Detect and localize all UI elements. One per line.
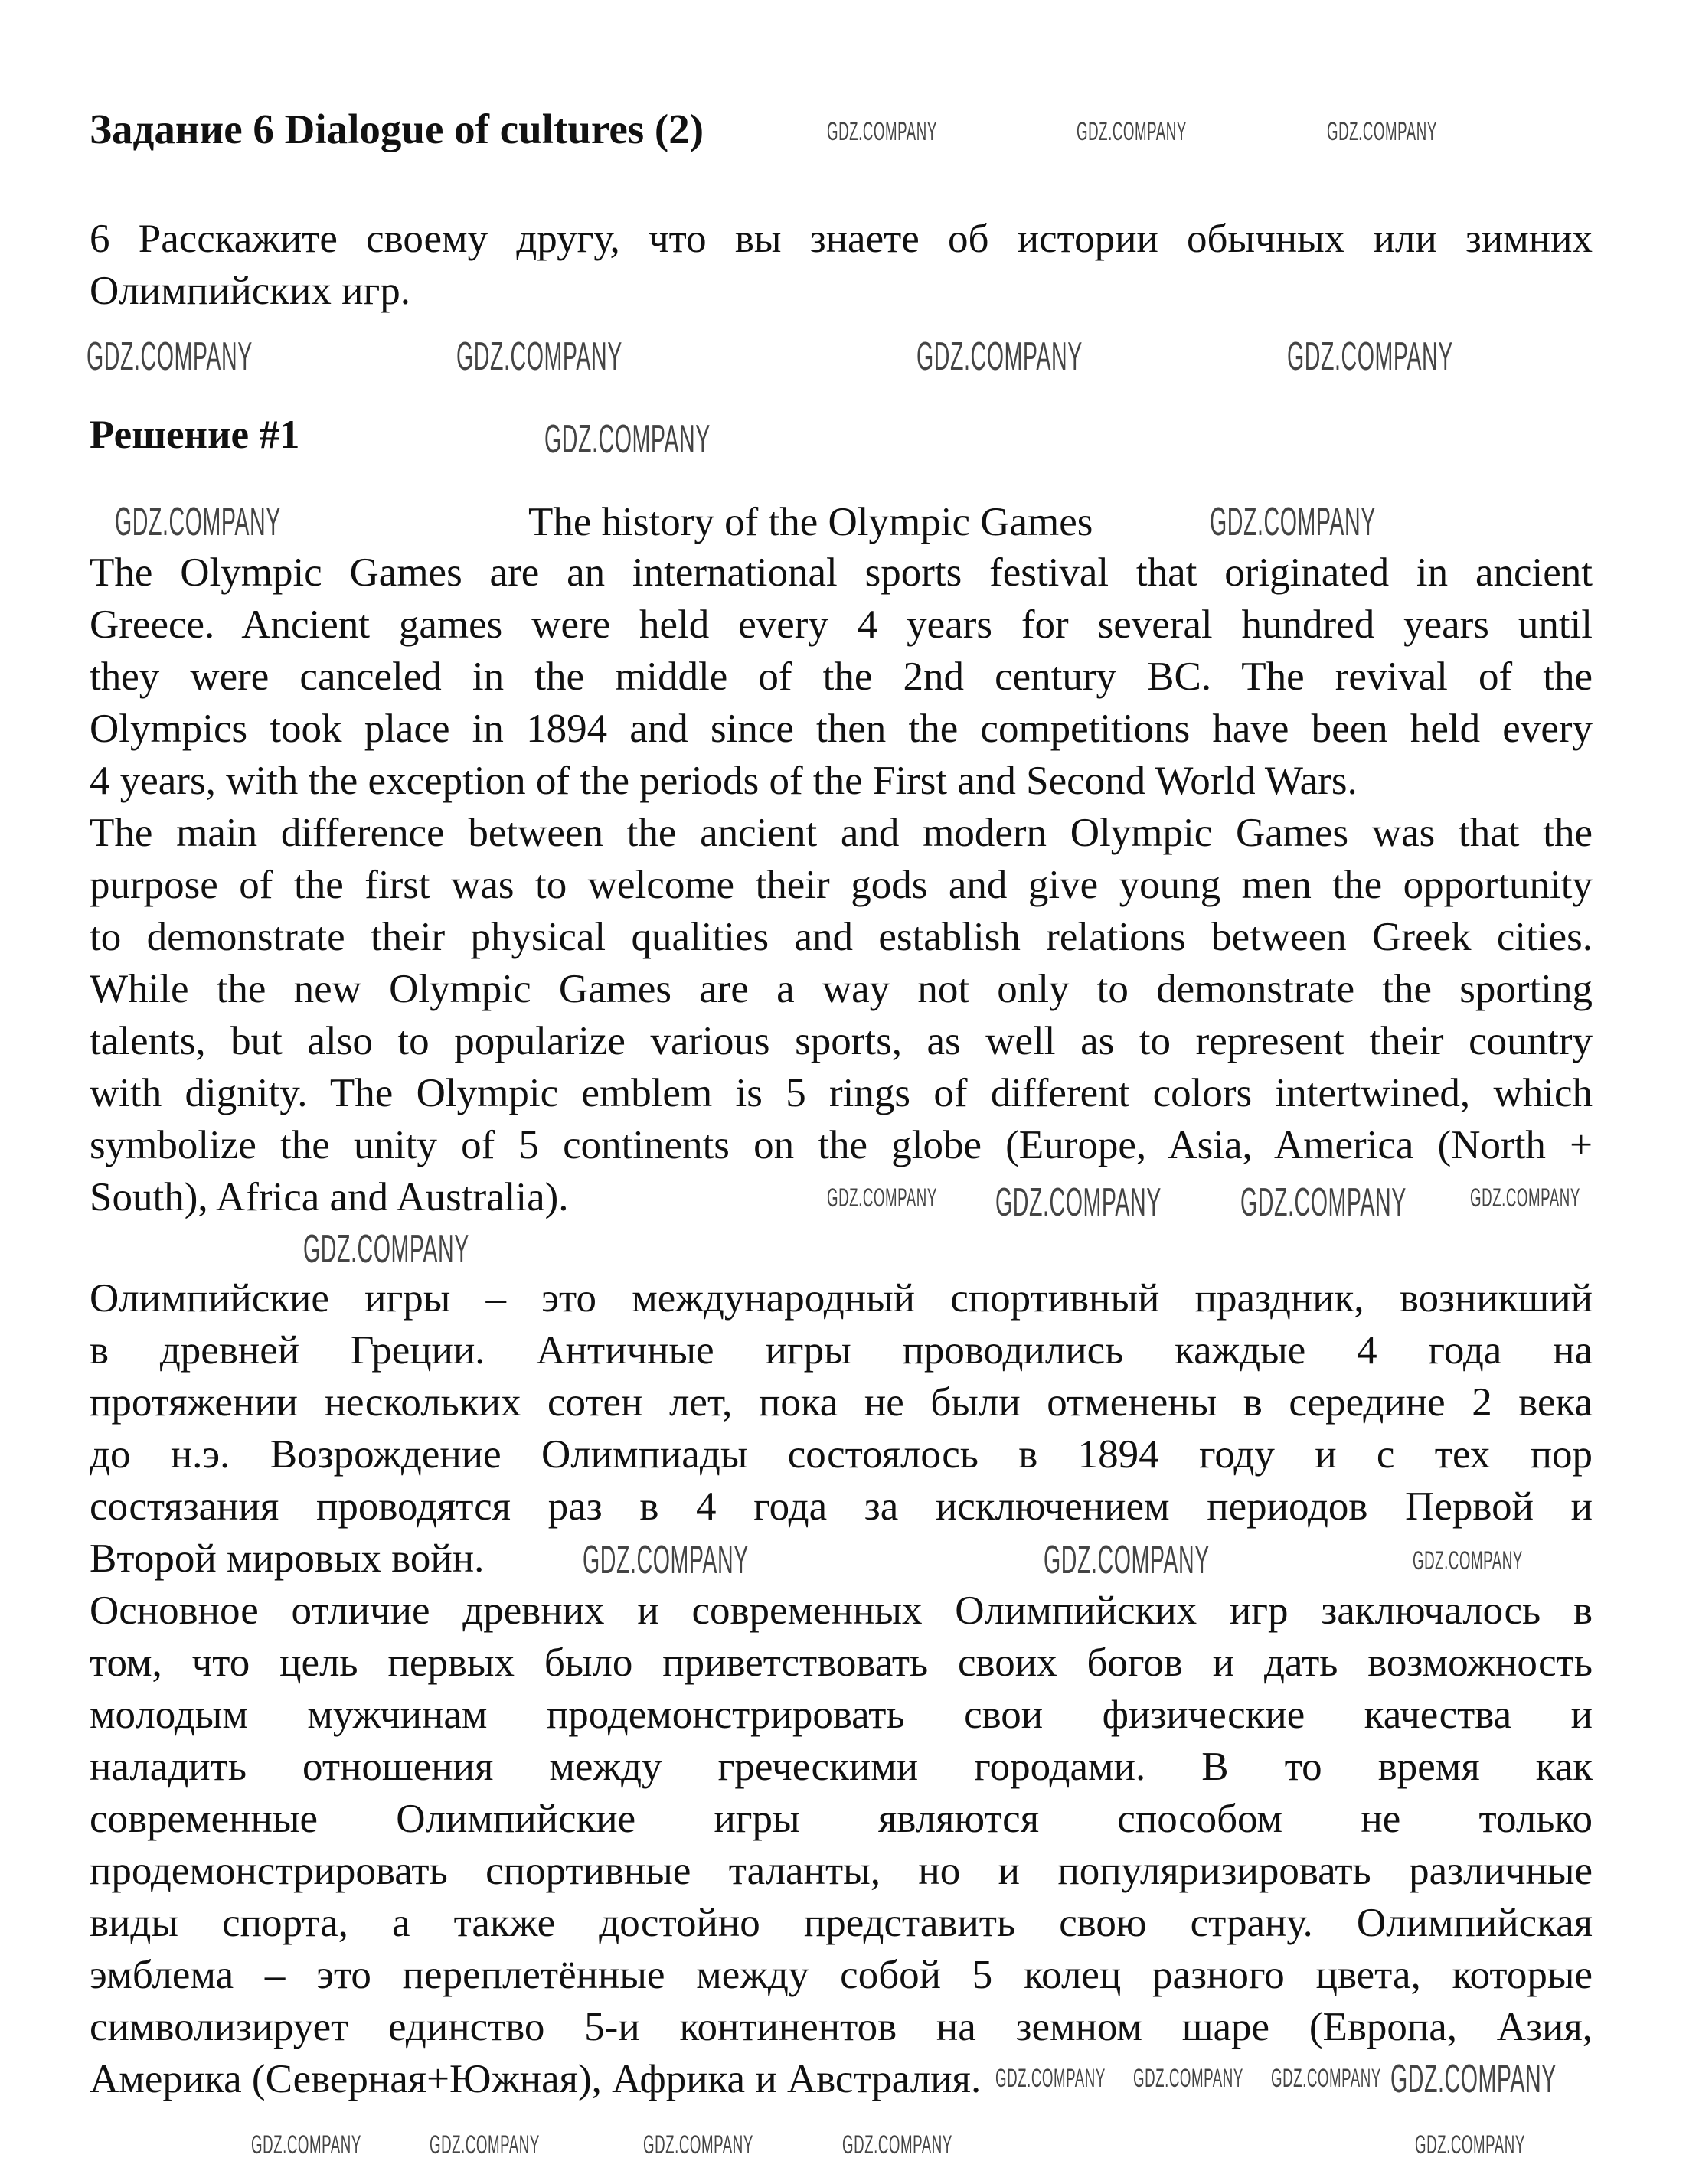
- watermark: GDZ.COMPANY: [1413, 1546, 1523, 1575]
- watermark: GDZ.COMPANY: [1390, 2057, 1557, 2101]
- text-line: Второй мировых войн.: [90, 1536, 485, 1581]
- text-line: South), Africa and Australia).: [90, 1175, 569, 1219]
- watermark: GDZ.COMPANY: [1044, 1538, 1210, 1582]
- watermark: GDZ.COMPANY: [827, 117, 937, 146]
- watermark: GDZ.COMPANY: [1240, 1180, 1407, 1225]
- watermark: GDZ.COMPANY: [115, 500, 281, 544]
- text-line: Olympics took place in 1894 and since then the competitions have been held every: [90, 707, 1593, 751]
- text-line: to demonstrate their physical qualities and establish relations between Greek cities.: [90, 915, 1593, 959]
- watermark: GDZ.COMPANY: [544, 417, 711, 462]
- watermark: GDZ.COMPANY: [303, 1227, 469, 1272]
- watermark: GDZ.COMPANY: [643, 2130, 753, 2160]
- text-line: эмблема – это переплетённые между собой 5 колец разного цвета, которые: [90, 1953, 1593, 1997]
- text-line: Америка (Северная+Южная), Африка и Австралия.: [90, 2057, 982, 2101]
- watermark: GDZ.COMPANY: [916, 335, 1083, 379]
- text-line: While the new Olympic Games are a way not only to demonstrate the sporting: [90, 967, 1593, 1011]
- watermark: GDZ.COMPANY: [1287, 335, 1453, 379]
- watermark: GDZ.COMPANY: [995, 1180, 1162, 1225]
- text-line: symbolize the unity of 5 continents on the globe (Europe, Asia, America (North +: [90, 1123, 1593, 1167]
- watermark: GDZ.COMPANY: [1470, 1183, 1580, 1213]
- watermark: GDZ.COMPANY: [995, 2064, 1106, 2093]
- text-line: виды спорта, а также достойно представить свою страну. Олимпийская: [90, 1901, 1593, 1945]
- text-line: до н.э. Возрождение Олимпиады состоялось в 1894 году и с тех пор: [90, 1432, 1593, 1477]
- text-line: 6 Расскажите своему другу, что вы знаете об истории обычных или зимних: [90, 217, 1593, 261]
- text-line: состязания проводятся раз в 4 года за исключением периодов Первой и: [90, 1484, 1593, 1529]
- watermark: GDZ.COMPANY: [1327, 117, 1437, 146]
- text-line: 4 years, with the exception of the periods of the First and Second World Wars.: [90, 759, 1358, 803]
- watermark: GDZ.COMPANY: [456, 335, 622, 379]
- text-line: символизирует единство 5-и континентов на земном шаре (Европа, Азия,: [90, 2005, 1593, 2049]
- watermark: GDZ.COMPANY: [1133, 2064, 1243, 2093]
- solution-label: Решение #1: [90, 413, 300, 457]
- text-line: том, что цель первых было приветствовать своих богов и дать возможность: [90, 1640, 1593, 1685]
- text-line: they were canceled in the middle of the 2nd century BC. The revival of the: [90, 655, 1593, 699]
- essay-heading: The history of the Olympic Games: [528, 500, 1093, 544]
- text-line: молодым мужчинам продемонстрировать свои физические качества и: [90, 1693, 1593, 1737]
- text-line: Олимпийские игры – это международный спортивный праздник, возникший: [90, 1276, 1593, 1321]
- text-line: наладить отношения между греческими городами. В то время как: [90, 1745, 1593, 1789]
- russian-text: [90, 1272, 1593, 2105]
- text-line: with dignity. The Olympic emblem is 5 rings of different colors intertwined, which: [90, 1071, 1593, 1115]
- text-line: продемонстрировать спортивные таланты, но и популяризировать различные: [90, 1849, 1593, 1893]
- watermark: GDZ.COMPANY: [1210, 500, 1376, 544]
- watermark: GDZ.COMPANY: [251, 2130, 361, 2160]
- english-text: [90, 547, 1593, 1223]
- text-line: Олимпийских игр.: [90, 269, 410, 313]
- page-title: Задание 6 Dialogue of cultures (2): [90, 106, 704, 152]
- text-line: Основное отличие древних и современных Олимпийских игр заключалось в: [90, 1588, 1593, 1633]
- watermark: GDZ.COMPANY: [1077, 117, 1187, 146]
- watermark: GDZ.COMPANY: [583, 1538, 749, 1582]
- text-line: talents, but also to popularize various sports, as well as to represent their country: [90, 1019, 1593, 1063]
- text-line: The Olympic Games are an international sports festival that originated in ancient: [90, 550, 1593, 595]
- text-line: в древней Греции. Античные игры проводились каждые 4 года на: [90, 1328, 1593, 1373]
- watermark: GDZ.COMPANY: [842, 2130, 952, 2160]
- watermark: GDZ.COMPANY: [87, 335, 253, 379]
- watermark: GDZ.COMPANY: [430, 2130, 540, 2160]
- text-line: purpose of the first was to welcome their gods and give young men the opportunity: [90, 863, 1593, 907]
- task-text: [90, 213, 1593, 317]
- text-line: протяжении нескольких сотен лет, пока не были отменены в середине 2 века: [90, 1380, 1593, 1425]
- text-line: современные Олимпийские игры являются способом не только: [90, 1797, 1593, 1841]
- text-line: The main difference between the ancient and modern Olympic Games was that the: [90, 811, 1593, 855]
- watermark: GDZ.COMPANY: [827, 1183, 937, 1213]
- watermark: GDZ.COMPANY: [1271, 2064, 1381, 2093]
- watermark: GDZ.COMPANY: [1415, 2130, 1525, 2160]
- text-line: Greece. Ancient games were held every 4 years for several hundred years until: [90, 602, 1593, 647]
